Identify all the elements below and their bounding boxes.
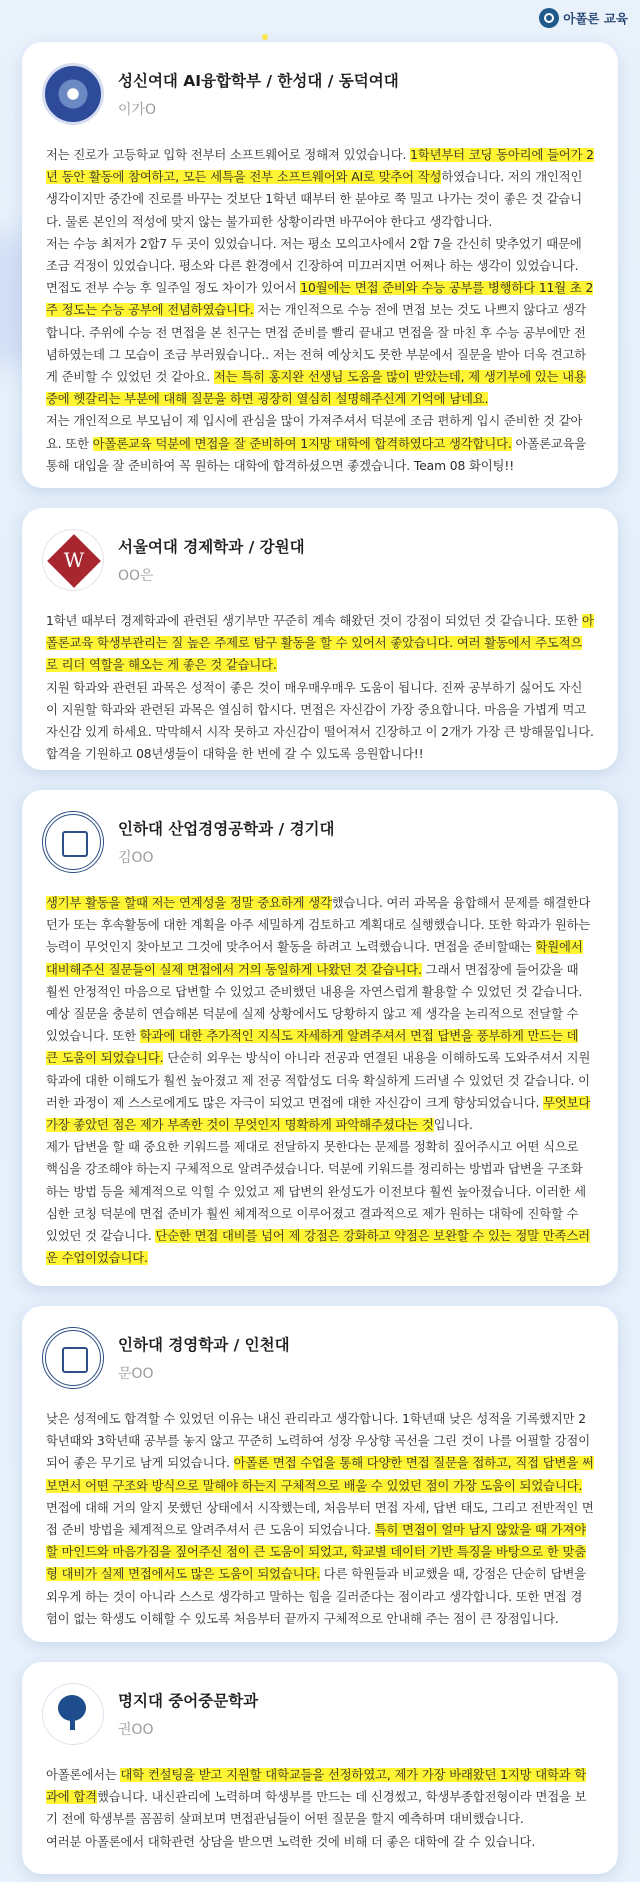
body-text: 그래서 면접장에 들어갔을 때 훨씬 안정적인 마음으로 답변할 수 있었고 준비했던 내용을 자연스럽게 활용할 수 있었던 것 같습니다. 예상 질문을 충분히 연습해본 덕분에 실제 상황에서도 당황하지 않고 제 생각을 논리적으로 전달할 수 있었습니다. 또한 xyxy=(46,962,583,1044)
body-text: 1학년 때부터 경제학과에 관련된 생기부만 꾸준히 계속 해왔던 것이 강점이 되었던 것 같습니다. 또한 xyxy=(46,614,583,628)
body-text: 다른 학원들과 비교했을 때, 강점은 단순히 답변을 외우게 하는 것이 아니라 스스로 생각하고 말하는 힘을 길러준다는 점이라고 생각합니다. 또한 면접 경험이 없는 학생도 이해할 수 있도록 처음부터 끝까지 구체적으로 안내해 주는 점이 큰 장점입니다. xyxy=(46,1567,587,1626)
highlighted-text: 대학 컨설팅을 받고 지원할 대학교들을 선정하였고, 제가 가장 바래왔던 1지망 대학과 학과에 합격 xyxy=(46,1768,587,1805)
review-title: 인하대 경영학과 / 인천대 xyxy=(118,1336,290,1354)
highlighted-text: 단순한 면접 대비를 넘어 제 강점은 강화하고 약점은 보완할 수 있는 정말 만족스러운 수업이었습니다. xyxy=(46,1229,590,1266)
body-text: 아폴론교육을 통해 대입을 잘 준비하여 꼭 원하는 대학에 합격하셨으면 좋겠습니다. Team 08 화이팅!! xyxy=(46,436,587,473)
reviewer-name: 권OO xyxy=(118,1722,154,1738)
reviewer-name: 이가O xyxy=(118,102,157,118)
body-text: 지원 학과와 관련된 과목은 성적이 좋은 것이 매우매우매우 도움이 됩니다. 진짜 공부하기 싫어도 자신이 지원할 학과와 관련된 과목은 열심히 합시다. 면접은 자신감이 가장 중요합니다. 마음을 가볍게 먹고 자신감 있게 하세요. 막막해서 시작 못하고 자신감이 떨어져서 긴장하고 이 2개가 가장 큰 방해물입니다. 합격을 기원하고 08년생들이 대학을 한 번에 갈 수 있도록 응원합니다!! xyxy=(46,680,594,762)
brand-header[interactable] xyxy=(539,8,628,28)
body-text: 면접도 전부 수능 후 일주일 정도 차이가 있어서 xyxy=(46,281,301,296)
brand-name: 아폴론 교육 xyxy=(563,11,628,26)
body-text: 입니다. xyxy=(433,1118,473,1133)
reviewer-name: 김OO xyxy=(118,850,154,866)
highlighted-text: 학과에 대한 추가적인 지식도 자세하게 알려주셔서 면접 답변을 풍부하게 만드는 데 큰 도움이 되었습니다. xyxy=(46,1029,579,1066)
body-text: 저는 개인적으로 부모님이 제 입시에 관심을 많이 가져주셔서 덕분에 조금 편하게 입시 준비한 것 같아요. 또한 xyxy=(46,414,583,451)
body-text: 면접에 대해 거의 알지 못했던 상태에서 시작했는데, 처음부터 면접 자세, 답변 태도, 그리고 전반적인 면접 준비 방법을 체계적으로 알려주셔서 큰 도움이 되었습니다. xyxy=(46,1500,594,1538)
tree-trunk-icon xyxy=(70,1718,75,1730)
review-card-3 xyxy=(22,790,618,1286)
review-title: 명지대 중어중문학과 xyxy=(118,1692,259,1710)
review-header xyxy=(46,1320,594,1396)
body-text: 단순히 외우는 방식이 아니라 전공과 연결된 내용을 이해하도록 도와주셔서 지원 학과에 대한 이해도가 훨씬 높아졌고 제 전공 적합성도 더욱 확실하게 드러낼 수 있었던 것 같습니다. 이러한 과정이 제 스스로에게도 많은 자극이 되었고 면접에 대한 자신감이 크게 향상되었습니다. xyxy=(46,1051,591,1110)
review-title: 인하대 산업경영공학과 / 경기대 xyxy=(118,820,335,838)
highlighted-text: 저는 특히 홍지완 선생님 도움을 많이 받았는데, 제 생기부에 있는 내용 중에 헷갈리는 부분에 대해 질문을 하면 굉장히 열심히 설명해주신게 기억에 남네요. xyxy=(46,370,586,407)
review-body xyxy=(46,892,594,1269)
inha-university-seal-icon xyxy=(42,1327,104,1389)
monogram-icon: W xyxy=(63,548,85,572)
review-body xyxy=(46,610,594,765)
review-card-2 xyxy=(22,508,618,770)
review-body xyxy=(46,1764,594,1853)
decorative-dot xyxy=(262,34,268,40)
review-header xyxy=(46,804,594,880)
highlighted-text: 생기부 활동을 할때 저는 연계성을 정말 중요하게 생각 xyxy=(46,896,332,910)
highlighted-text: 학원에서 대비해주신 질문들이 실제 면접에서 거의 동일하게 나왔던 것 같습니다. xyxy=(46,940,583,977)
body-text: 했습니다. 여러 과목을 융합해서 문제를 해결한다던가 또는 후속활동에 대한 계획을 아주 세밀하게 검토하고 계획대로 실행했습니다. 또한 학과가 원하는 능력이 무엇인지 찾아보고 그것에 맞추어서 활동을 하려고 노력했습니다. 면접을 준비할때는 xyxy=(46,896,591,955)
body-text: 저는 수능 최저가 2합7 두 곳이 있었습니다. 저는 평소 모의고사에서 2합 7을 간신히 맞추었기 때문에 조금 걱정이 있었습니다. 평소와 다른 환경에서 긴장하여 미끄러지면 어쩌나 하는 생각이 있었습니다. xyxy=(46,236,582,274)
highlighted-text: 아폴론 면접 수업을 통해 다양한 면접 질문을 접하고, 직접 답변을 써보면서 어떤 구조와 방식으로 말해야 하는지 구체적으로 배울 수 있었던 점이 가장 도움이 되었습니다. xyxy=(46,1456,594,1493)
review-header xyxy=(46,56,594,132)
seoul-womens-university-logo-icon xyxy=(42,529,104,591)
highlighted-text: 10월에는 면접 준비와 수능 공부를 병행하다 11월 초 2주 정도는 수능 공부에 전념하였습니다. xyxy=(46,281,594,318)
body-text: 했습니다. 내신관리에 노력하며 학생부를 만드는 데 신경썼고, 학생부종합전형이라 면접을 보기 전에 학생부를 꼼꼼히 살펴보며 면접관님들이 어떤 질문을 할지 예측하며 대비했습니다. xyxy=(46,1790,587,1827)
review-card-4 xyxy=(22,1306,618,1642)
seal-inner-icon xyxy=(62,1347,88,1373)
review-body xyxy=(46,1408,594,1630)
body-text: 저는 진로가 고등학교 입학 전부터 소프트웨어로 정해져 있었습니다. xyxy=(46,148,411,162)
review-header xyxy=(46,522,594,598)
highlighted-text: 특히 면접이 얼마 남지 않았을 때 가져야 할 마인드와 마음가짐을 짚어주신 점이 큰 도움이 되었고, 학교별 데이터 기반 특징을 바탕으로 한 맞춤형 대비가 실제 면접에서도 많은 도움이 되었습니다. xyxy=(46,1523,587,1582)
body-text: 하였습니다. 저의 개인적인 생각이지만 중간에 진로를 바꾸는 것보단 1학년 때부터 한 분야로 쭉 밀고 나가는 것이 좋은 것 같습니다. 물론 본인의 적성에 맞지 않는 불가피한 상황이라면 바꾸어야 한다고 생각합니다. xyxy=(46,170,583,229)
apollon-logo-icon xyxy=(539,8,559,28)
body-text: 여러분 아폴론에서 대학관련 상담을 받으면 노력한 것에 비해 더 좋은 대학에 갈 수 있습니다. xyxy=(46,1834,536,1849)
review-title: 서울여대 경제학과 / 강원대 xyxy=(118,538,305,556)
highlighted-text: 아폴론교육 학생부관리는 질 높은 주제로 탐구 활동을 할 수 있어서 좋았습니다. 여러 활동에서 주도적으로 리더 역할을 해오는 게 좋은 것 같습니다. xyxy=(46,614,594,673)
sungshin-university-logo-icon xyxy=(42,63,104,125)
body-text: 아폴론에서는 xyxy=(46,1768,121,1782)
body-text: 제가 답변을 할 때 중요한 키워드를 제대로 전달하지 못한다는 문제를 정확히 짚어주시고 어떤 식으로 핵심을 강조해야 하는지 구체적으로 알려주셨습니다. 덕분에 키워드를 정리하는 방법과 답변을 구조화하는 방법 등을 체계적으로 익힐 수 있었고 제 답변의 완성도가 이전보다 훨씬 높아졌습니다. 이러한 세심한 코칭 덕분에 면접 준비가 훨씬 체계적으로 이루어졌고 결과적으로 제가 원하는 대학에 진학할 수 있었던 것 같습니다. xyxy=(46,1140,587,1244)
highlighted-text: 1학년부터 코딩 동아리에 들어가 2년 동안 활동에 참여하고, 모든 세특을 전부 소프트웨어와 AI로 맞추어 작성 xyxy=(46,148,594,185)
reviewer-name: 문OO xyxy=(118,1366,154,1382)
inha-university-seal-icon xyxy=(42,811,104,873)
body-text: 낮은 성적에도 합격할 수 있었던 이유는 내신 관리라고 생각합니다. 1학년때 낮은 성적을 기록했지만 2학년때와 3학년때 공부를 놓지 않고 꾸준히 노력하여 성장 우상향 곡선을 그린 것이 나를 어필할 강점이 되어 좋은 무기로 남게 되었습니다. xyxy=(46,1412,590,1471)
reviewer-name: OO은 xyxy=(118,568,154,584)
review-header xyxy=(46,1676,594,1752)
review-card-1 xyxy=(22,42,618,488)
highlighted-text: 무엇보다 가장 좋았던 점은 제가 부족한 것이 무엇인지 명확하게 파악해주셨다는 것 xyxy=(46,1095,591,1133)
seal-inner-icon xyxy=(62,831,88,857)
body-text: 저는 개인적으로 수능 전에 면접 보는 것도 나쁘지 않다고 생각합니다. 주위에 수능 전 면접을 본 친구는 면접 준비를 빨리 끝내고 면접을 잘 마친 후 수능 공부에만 전념하였는데 그 모습이 조금 부러웠습니다.. 저는 전혀 예상치도 못한 부분에서 질문을 받아 더욱 견고하게 준비할 수 있었던 것 같아요. xyxy=(46,303,587,385)
review-card-5 xyxy=(22,1662,618,1874)
highlighted-text: 아폴론교육 덕분에 면접을 잘 준비하여 1지망 대학에 합격하였다고 생각합니다. xyxy=(92,436,512,451)
review-title: 성신여대 AI융합학부 / 한성대 / 동덕여대 xyxy=(118,72,399,90)
myongji-university-seal-icon xyxy=(42,1683,104,1745)
review-body xyxy=(46,144,594,477)
